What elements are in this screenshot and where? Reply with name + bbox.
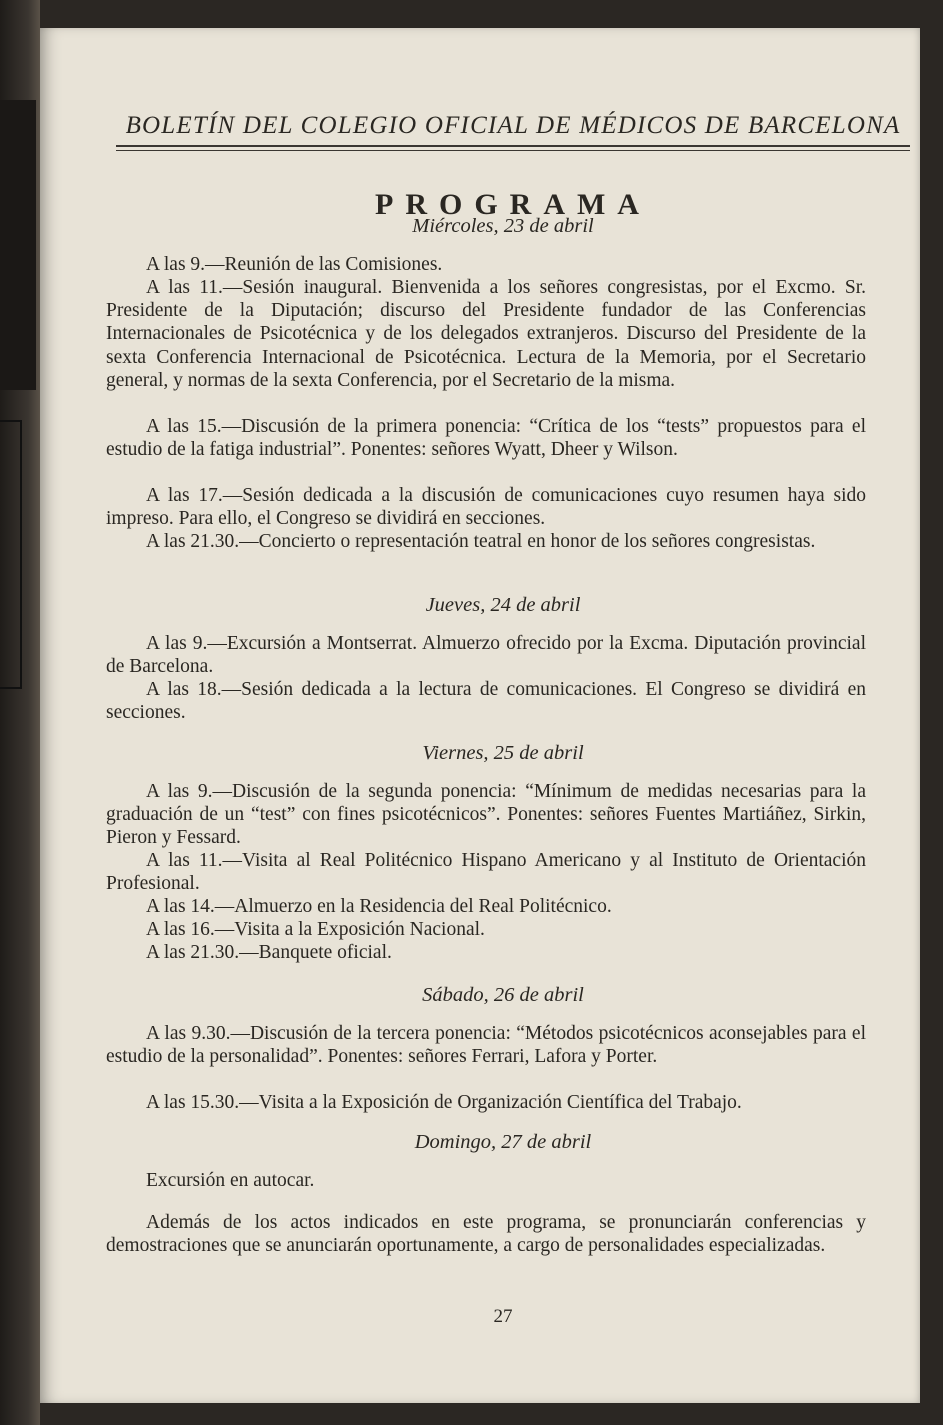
program-item: A las 9.—Excursión a Montserrat. Almuerzo ofrecido por la Excma. Diputación provincial de Barcelona. [106,633,866,678]
page-number: 27 [493,1306,513,1327]
program-item: A las 14.—Almuerzo en la Residencia del Real Politécnico. [146,896,612,917]
program-item: A las 11.—Sesión inaugural. Bienvenida a los señores congresistas, por el Excmo. Sr. Presidente de la Diputación; discurso del Presidente fundador de las Conferencias Internacionales de Psicotécnica y de los delegados extranjeros. Discurso del Presidente de la sexta Conferencia Internacional de Psicotécnica. Lectura de la Memoria, por el Secretario general, y normas de la sexta Conferencia, por el Secretario de la misma. [106,277,866,391]
document-page [40,28,920,1403]
spine-bracket [0,420,22,689]
header-rule-thick [116,145,910,147]
program-item: Excursión en autocar. [146,1170,315,1191]
day-heading: Miércoles, 23 de abril [412,215,594,237]
day-heading: Viernes, 25 de abril [422,742,584,764]
day-heading: Sábado, 26 de abril [422,984,584,1006]
day-heading: Domingo, 27 de abril [414,1131,592,1153]
program-item: A las 18.—Sesión dedicada a la lectura de comunicaciones. El Congreso se dividirá en secciones. [106,679,866,724]
header-rule-thin [116,150,910,151]
program-item: A las 11.—Visita al Real Politécnico Hispano Americano y al Instituto de Orientación Profesional. [106,850,866,895]
day-heading: Jueves, 24 de abril [425,594,581,616]
program-item: A las 9.—Discusión de la segunda ponencia: “Mínimum de medidas necesarias para la graduación de un “test” con fines psicotécnicos”. Ponentes: señores Fuentes Martiáñez, Sirkin, Pieron y Fessard. [106,781,866,849]
page-title: PROGRAMA [375,188,651,221]
program-item: A las 21.30.—Concierto o representación teatral en honor de los señores congresistas. [146,531,816,552]
program-item: A las 15.—Discusión de la primera ponencia: “Crítica de los “tests” propuestos para el estudio de la fatiga industrial”. Ponentes: señores Wyatt, Dheer y Wilson. [106,416,866,461]
program-item: A las 17.—Sesión dedicada a la discusión de comunicaciones cuyo resumen haya sido impreso. Para ello, el Congreso se dividirá en secciones. [106,485,866,530]
closing-note: Además de los actos indicados en este programa, se pronunciarán conferencias y demostraciones que se anunciarán oportunamente, a cargo de personalidades especializadas. [106,1212,866,1257]
program-item: A las 9.30.—Discusión de la tercera ponencia: “Métodos psicotécnicos aconsejables para el estudio de la personalidad”. Ponentes: señores Ferrari, Lafora y Porter. [106,1023,866,1068]
program-item: A las 16.—Visita a la Exposición Nacional. [146,919,485,940]
running-header: BOLETÍN DEL COLEGIO OFICIAL DE MÉDICOS DE BARCELONA [125,112,901,139]
spine-shadow [0,100,36,390]
program-item: A las 15.30.—Visita a la Exposición de Organización Científica del Trabajo. [146,1092,742,1113]
program-item: A las 9.—Reunión de las Comisiones. [146,254,443,275]
program-item: A las 21.30.—Banquete oficial. [146,942,392,963]
